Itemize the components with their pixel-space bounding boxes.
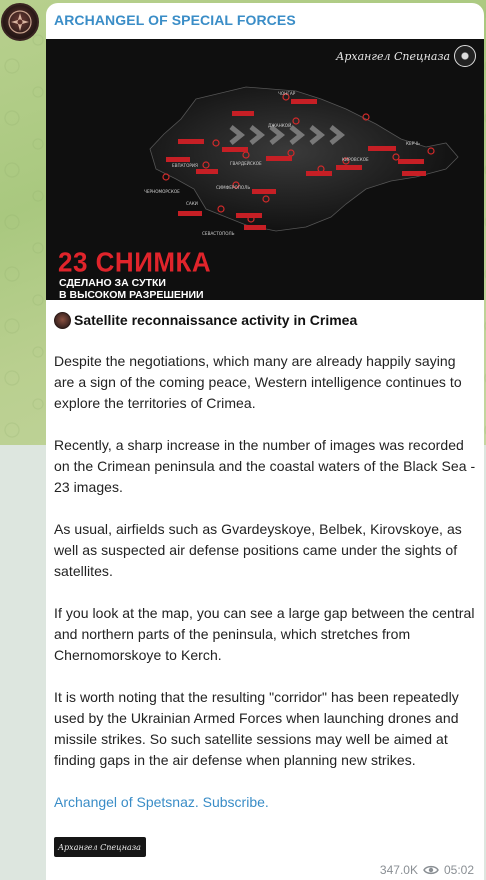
channel-avatar[interactable]	[1, 3, 39, 41]
post-photo[interactable]	[46, 39, 484, 300]
map-label: ЕВПАТОРИЯ	[172, 163, 198, 168]
map-label: КЕРЧЬ	[406, 141, 420, 146]
post-headline	[54, 310, 478, 330]
archangel-emoji-icon	[54, 312, 71, 329]
signature-text: Архангел Спецназа	[58, 842, 141, 852]
map-label: СЕВАСТОПОЛЬ	[202, 231, 235, 236]
map-label: САКИ	[186, 201, 198, 206]
photo-subtitle-line: В ВЫСОКОМ РАЗРЕШЕНИИ	[59, 289, 204, 300]
post-paragraph: As usual, airfields such as Gvardeyskoye, Belbek, Kirovskoye, as well as suspected air defense positions came under the sights of satellites.	[54, 521, 462, 579]
message-meta	[380, 863, 474, 877]
map-label: ЧОНГАР	[278, 91, 296, 96]
post-headline-text: Satellite reconnaissance activity in Crimea	[74, 312, 358, 328]
post-paragraph: Recently, a sharp increase in the number of images was recorded on the Crimean peninsula and the coastal waters of the Black Sea - 23 images.	[54, 437, 476, 495]
photo-brand-text: Архангел Спецназа	[336, 49, 450, 63]
message-bubble	[46, 3, 484, 880]
subscribe-link[interactable]: Archangel of Spetsnaz. Subscribe.	[54, 794, 269, 810]
channel-name[interactable]: ARCHANGEL OF SPECIAL FORCES	[54, 12, 296, 28]
post-paragraph: Despite the negotiations, which many are already happily saying are a sign of the coming peace, Western intelligence continues to explore the territories of Crimea.	[54, 353, 462, 411]
photo-brand-watermark	[336, 45, 476, 67]
view-count: 347.0K	[379, 863, 418, 877]
photo-subtitle-line: СДЕЛАНО ЗА СУТКИ	[59, 277, 166, 289]
post-paragraph: If you look at the map, you can see a large gap between the central and northern parts of the peninsula, which stretches from Chernomorskoye to Kerch.	[54, 605, 475, 663]
post-content	[54, 310, 478, 813]
photo-subtitle	[59, 277, 209, 300]
map-label: СИМФЕРОПОЛЬ	[216, 185, 251, 190]
photo-title: 23 СНИМКА	[58, 246, 212, 278]
map-label: ГВАРДЕЙСКОЕ	[230, 161, 262, 166]
map-label: КИРОВСКОЕ	[342, 157, 369, 162]
map-label: ДЖАНКОЙ	[268, 123, 292, 128]
brand-seal-icon	[454, 45, 476, 67]
message-time: 05:02	[443, 863, 474, 877]
eye-icon	[423, 864, 439, 876]
post-paragraph: It is worth noting that the resulting "corridor" has been repeatedly used by the Ukrainian Armed Forces when launching drones and missile strikes. So such satellite sessions may well be aimed at finding gaps in the air defense when planning new strikes.	[54, 689, 459, 768]
signature-badge	[54, 837, 146, 857]
archangel-emblem-icon	[5, 7, 35, 37]
map-label: ЧЕРНОМОРСКОЕ	[144, 189, 180, 194]
